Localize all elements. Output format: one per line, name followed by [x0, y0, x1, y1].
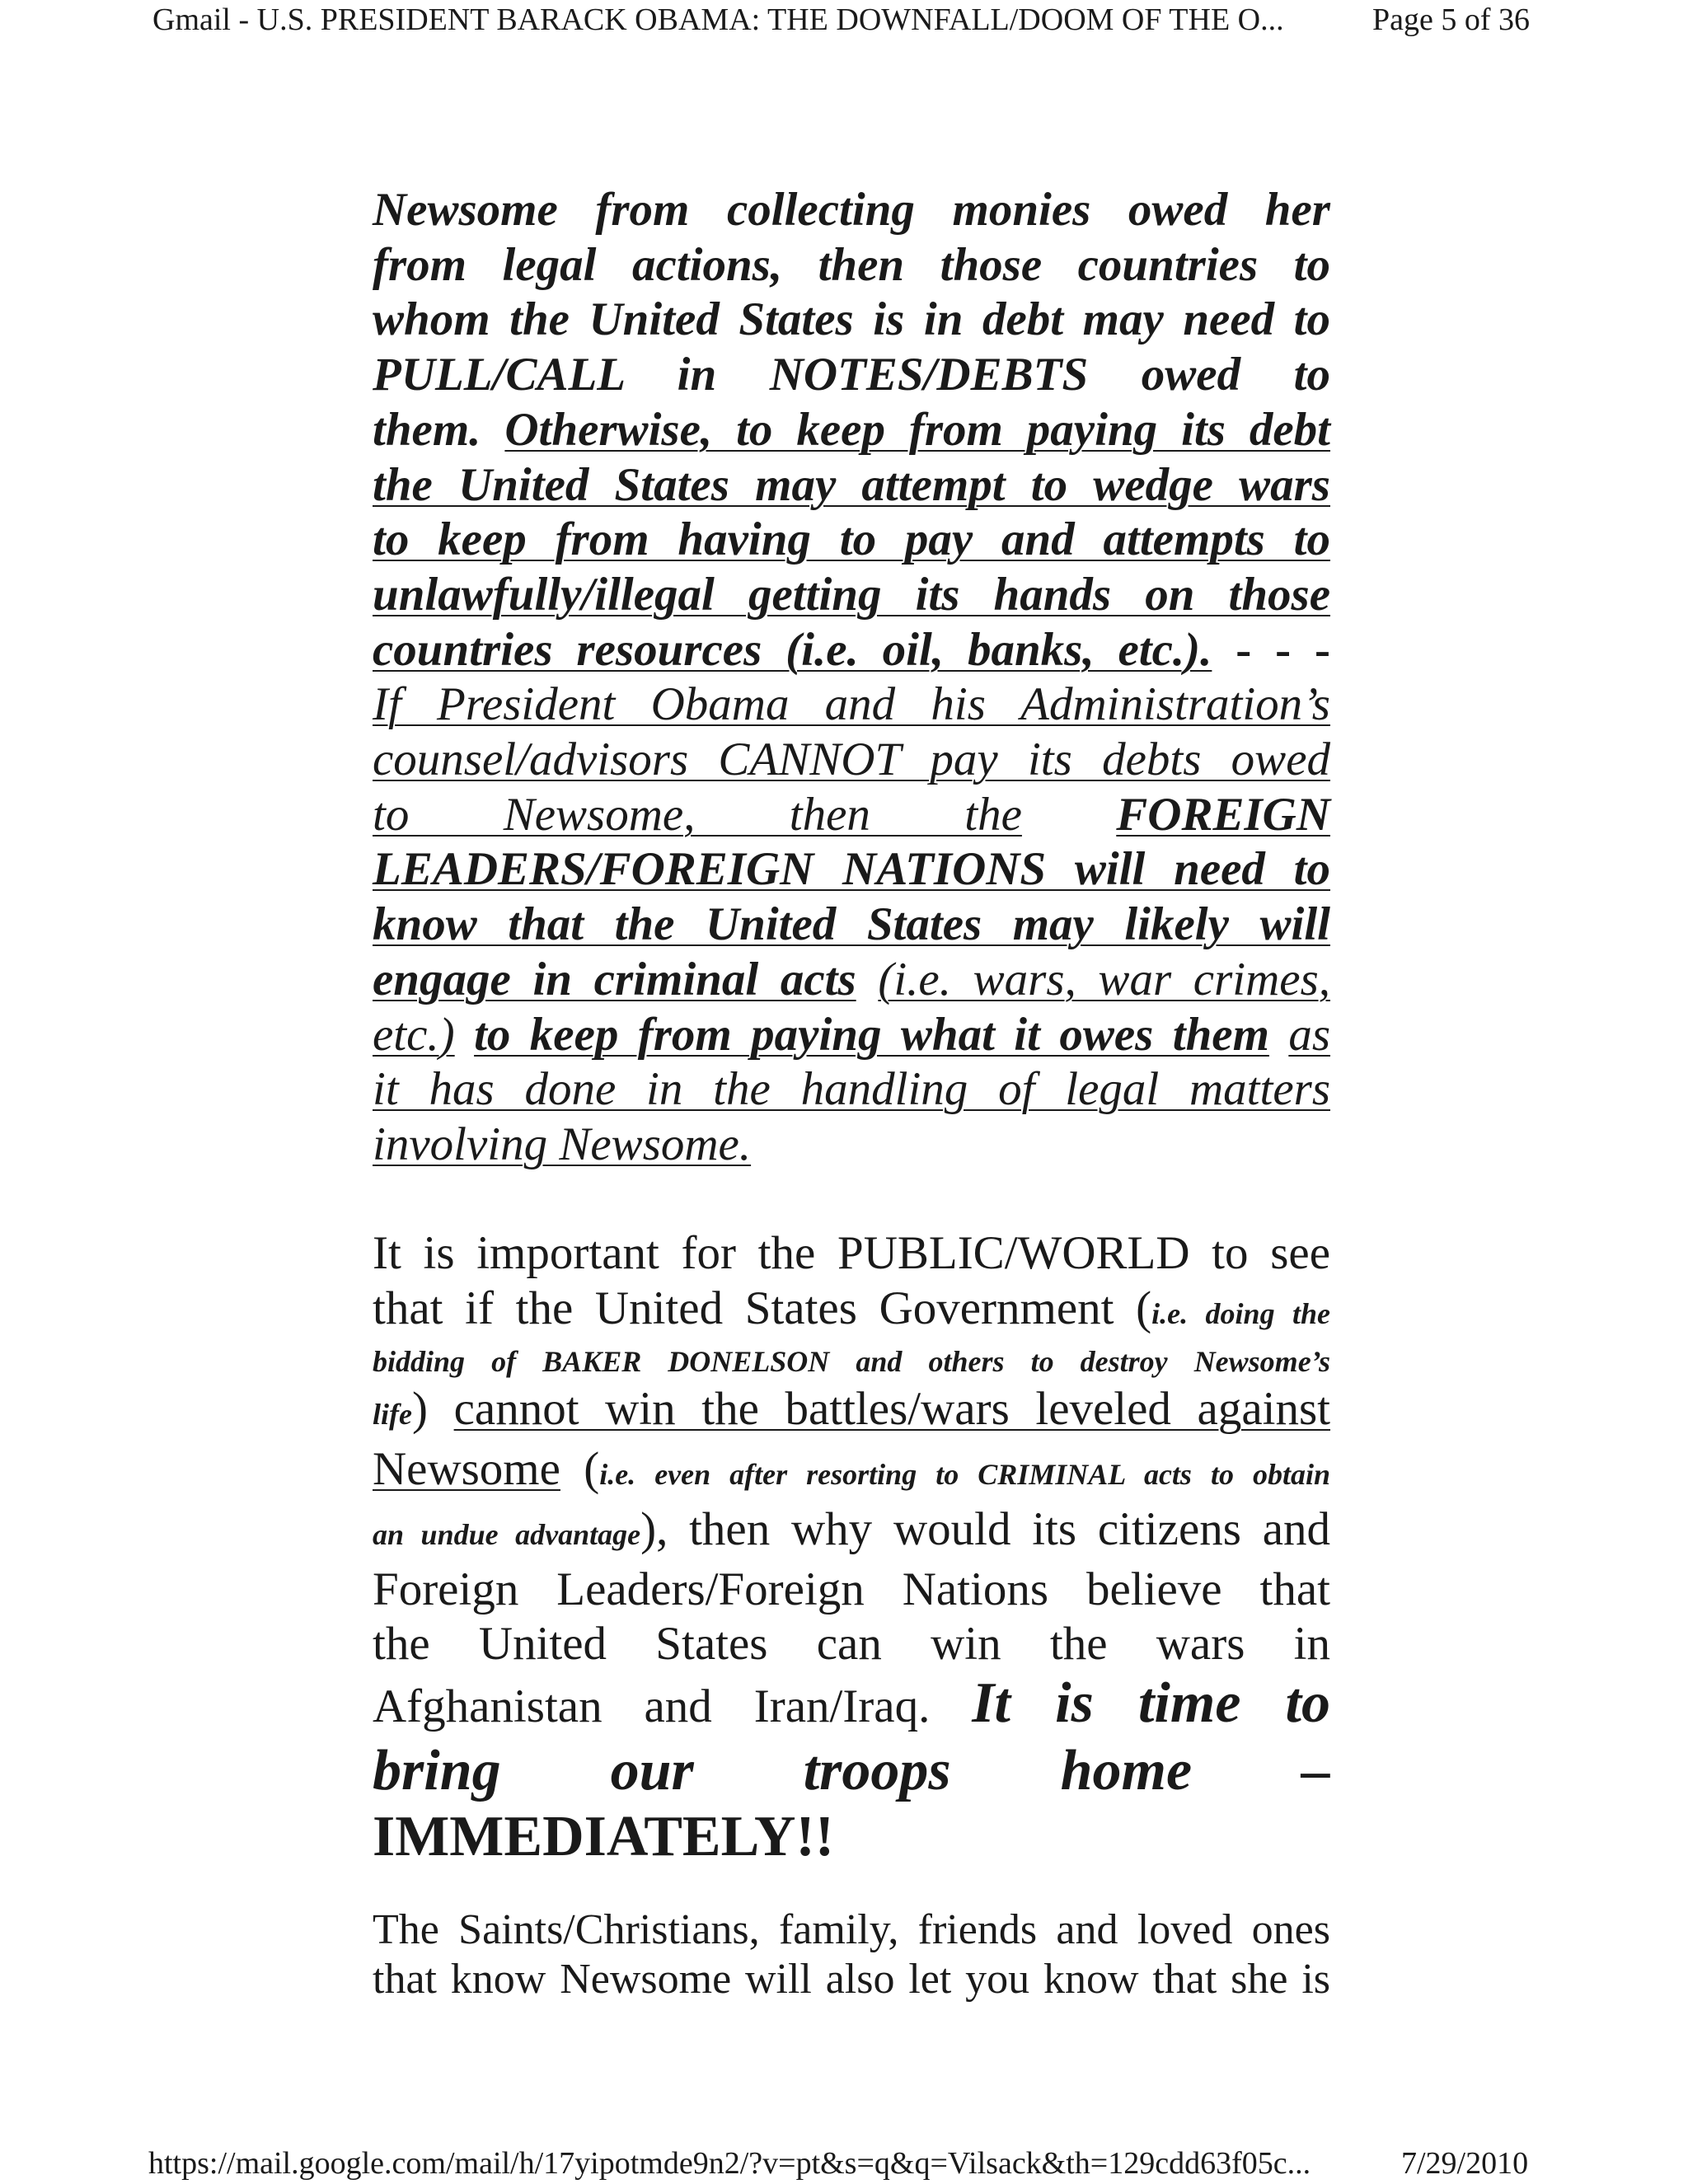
- p2-line: Afghanistan and Iran/Iraq. It is time to: [373, 1671, 1330, 1735]
- paragraph-3: [373, 1905, 1330, 2004]
- p1-line: counsel/advisors CANNOT pay its debts owed: [373, 733, 1330, 786]
- p1-line: them. Otherwise, to keep from paying its debt: [373, 403, 1331, 456]
- p1-line: to Newsome, then the FOREIGN: [373, 788, 1330, 841]
- p2-line: bidding of BAKER DONELSON and others to destroy Newsome’s: [373, 1345, 1330, 1379]
- p2-line: IMMEDIATELY!!: [373, 1804, 835, 1868]
- p1-line: engage in criminal acts (i.e. wars, war crimes,: [373, 953, 1330, 1005]
- p2-line: Newsome (i.e. even after resorting to CRIMINAL acts to obtain: [373, 1443, 1330, 1496]
- p1-line: it has done in the handling of legal matters: [373, 1063, 1330, 1116]
- paragraph-1: [373, 183, 1330, 1173]
- p2-line: life) cannot win the battles/wars leveled against: [373, 1383, 1331, 1436]
- p1-line: to keep from having to pay and attempts to: [373, 513, 1330, 566]
- p1-line: Newsome from collecting monies owed her: [373, 184, 1330, 236]
- p2-line: bring our troops home –: [373, 1738, 1330, 1802]
- header-title: Gmail - U.S. PRESIDENT BARACK OBAMA: THE DOWNFALL/DOOM OF THE O...: [152, 2, 1284, 37]
- p2-line: that if the United States Government (i.e. doing the: [373, 1282, 1330, 1334]
- paragraph-2: [373, 1226, 1330, 1870]
- p1-line: LEADERS/FOREIGN NATIONS will need to: [373, 843, 1330, 896]
- p1-line: If President Obama and his Administration’s: [373, 678, 1330, 731]
- p1-line: the United States may attempt to wedge wars: [373, 458, 1330, 511]
- p1-line: from legal actions, then those countries to: [373, 238, 1330, 291]
- p1-line: PULL/CALL in NOTES/DEBTS owed to: [373, 349, 1330, 401]
- p2-line: the United States can win the wars in: [373, 1618, 1330, 1671]
- p1-line: whom the United States is in debt may need to: [373, 293, 1330, 346]
- page-number: Page 5 of 36: [1372, 2, 1531, 37]
- p3-line: The Saints/Christians, family, friends and loved ones: [373, 1906, 1330, 1953]
- p1-line: know that the United States may likely will: [373, 898, 1330, 951]
- p1-line: involving Newsome.: [373, 1118, 752, 1170]
- p2-line: an undue advantage), then why would its citizens and: [373, 1502, 1330, 1555]
- p1-line: etc.) to keep from paying what it owes them as: [373, 1008, 1330, 1061]
- p2-line: It is important for the PUBLIC/WORLD to see: [373, 1227, 1330, 1279]
- p1-line: unlawfully/illegal getting its hands on those: [373, 568, 1330, 621]
- p3-line: that know Newsome will also let you know that she is: [373, 1956, 1330, 2003]
- footer-url: https://mail.google.com/mail/h/17yipotmde9n2/?v=pt&s=q&q=Vilsack&th=129cdd63f05c...: [148, 2146, 1311, 2181]
- p2-line: Foreign Leaders/Foreign Nations believe that: [373, 1563, 1330, 1615]
- footer-date: 7/29/2010: [1401, 2146, 1529, 2181]
- p1-line: countries resources (i.e. oil, banks, etc.). - - -: [373, 623, 1330, 676]
